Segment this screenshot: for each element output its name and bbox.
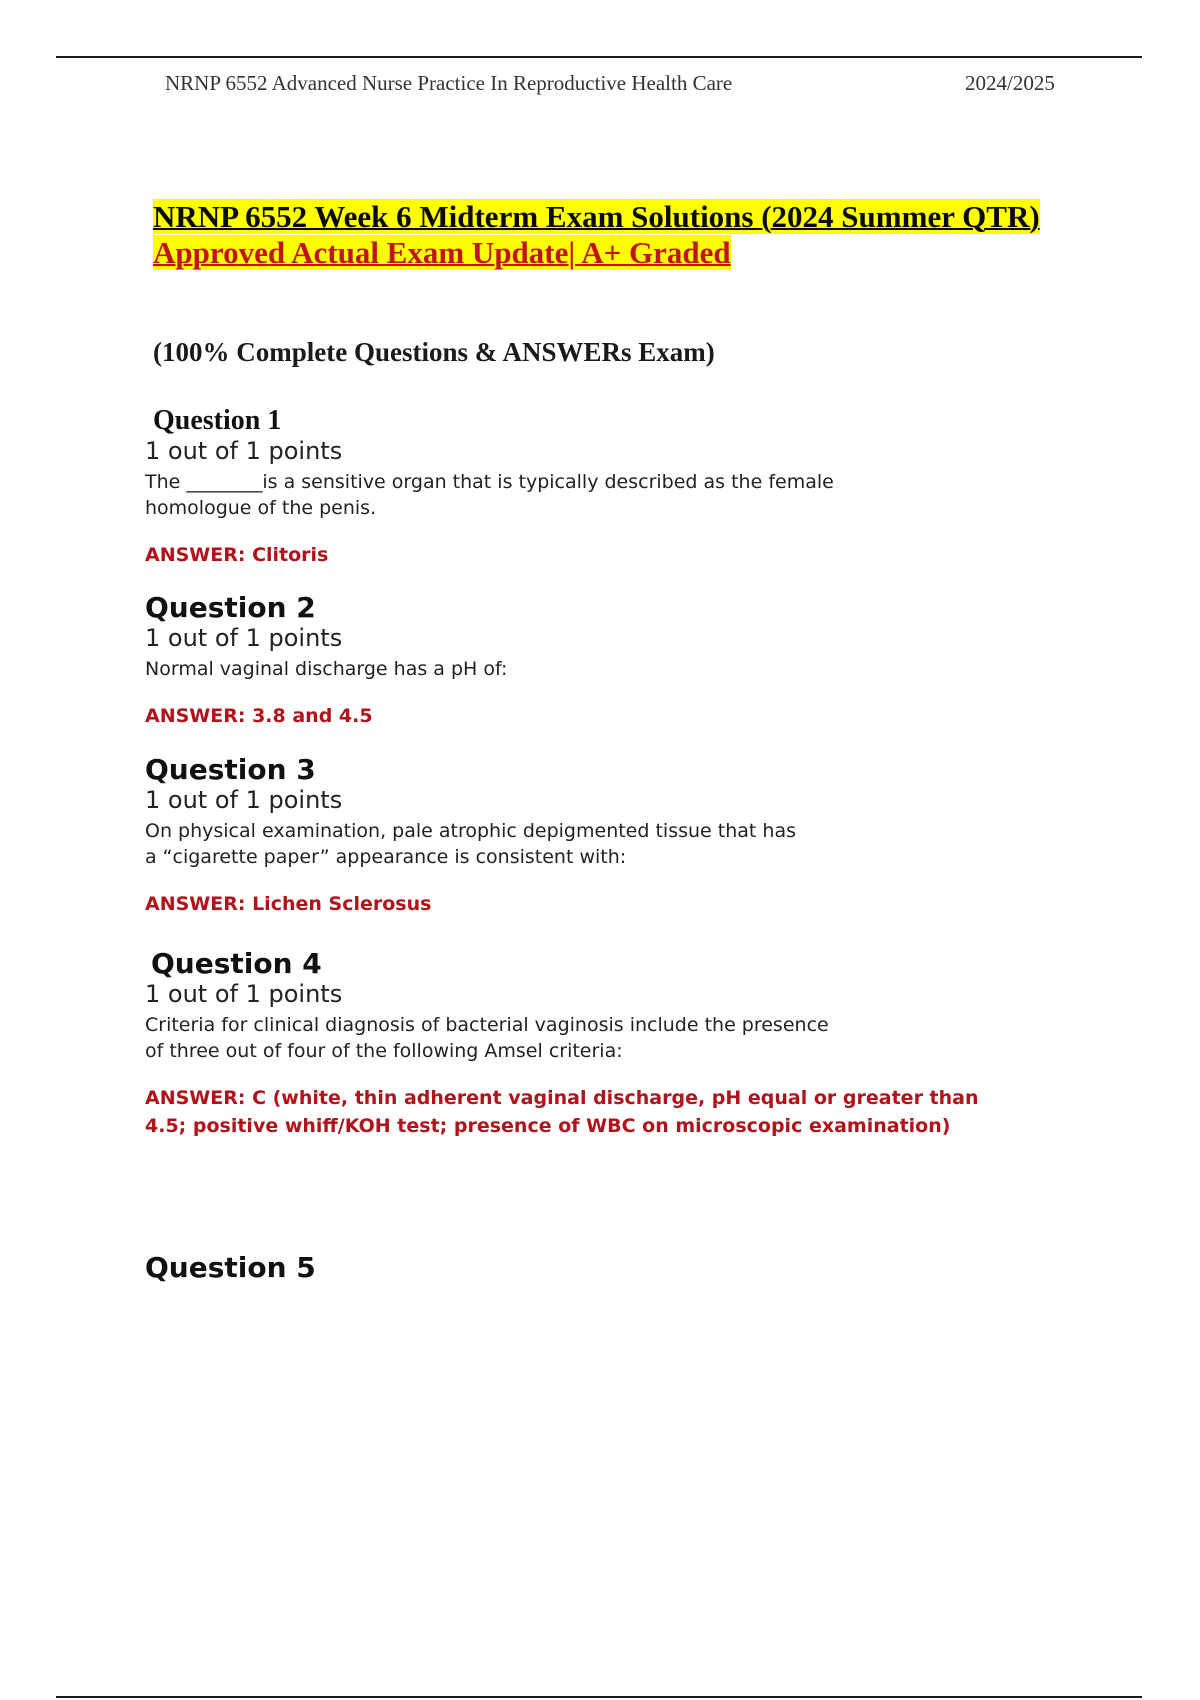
question-block	[145, 1252, 845, 1284]
question-text: On physical examination, pale atrophic depigmented tissue that has a “cigarette paper” appearance is consistent with:	[145, 820, 796, 868]
question-block	[145, 947, 979, 1140]
footer-rule	[56, 1696, 1142, 1698]
question-text: Criteria for clinical diagnosis of bacterial vaginosis include the presence of three out of four of the following Amsel criteria:	[145, 1014, 829, 1062]
question-answer: ANSWER: Clitoris	[145, 544, 329, 566]
question-title: Question 4	[151, 947, 322, 980]
question-title: Question 3	[145, 753, 316, 786]
question-points: 1 out of 1 points	[145, 624, 343, 652]
question-points: 1 out of 1 points	[145, 786, 343, 814]
question-answer: ANSWER: 3.8 and 4.5	[145, 705, 373, 727]
document-title	[153, 199, 1153, 271]
question-points: 1 out of 1 points	[145, 437, 343, 465]
question-title: Question 2	[145, 591, 316, 624]
running-header-year: 2024/2025	[965, 71, 1055, 95]
title-line-1: NRNP 6552 Week 6 Midterm Exam Solutions (2024 Summer QTR)	[153, 199, 1040, 234]
question-title: Question 1	[153, 405, 282, 436]
question-answer: ANSWER: C (white, thin adherent vaginal discharge, pH equal or greater than 4.5; positive whiff/KOH test; presence of WBC on microscopic examination)	[145, 1087, 979, 1137]
title-line-2: Approved Actual Exam Update| A+ Graded	[153, 235, 731, 270]
header-rule	[56, 56, 1142, 58]
question-block	[145, 592, 845, 730]
question-block	[145, 754, 805, 918]
question-block	[145, 405, 845, 569]
question-title: Question 5	[145, 1251, 316, 1284]
question-points: 1 out of 1 points	[145, 980, 343, 1008]
question-text: The ________is a sensitive organ that is typically described as the female homologue of the penis.	[145, 471, 834, 519]
question-answer: ANSWER: Lichen Sclerosus	[145, 893, 432, 915]
document-subtitle: (100% Complete Questions & ANSWERs Exam)	[153, 337, 715, 367]
question-text: Normal vaginal discharge has a pH of:	[145, 658, 508, 680]
running-header-course: NRNP 6552 Advanced Nurse Practice In Reproductive Health Care	[165, 71, 733, 95]
